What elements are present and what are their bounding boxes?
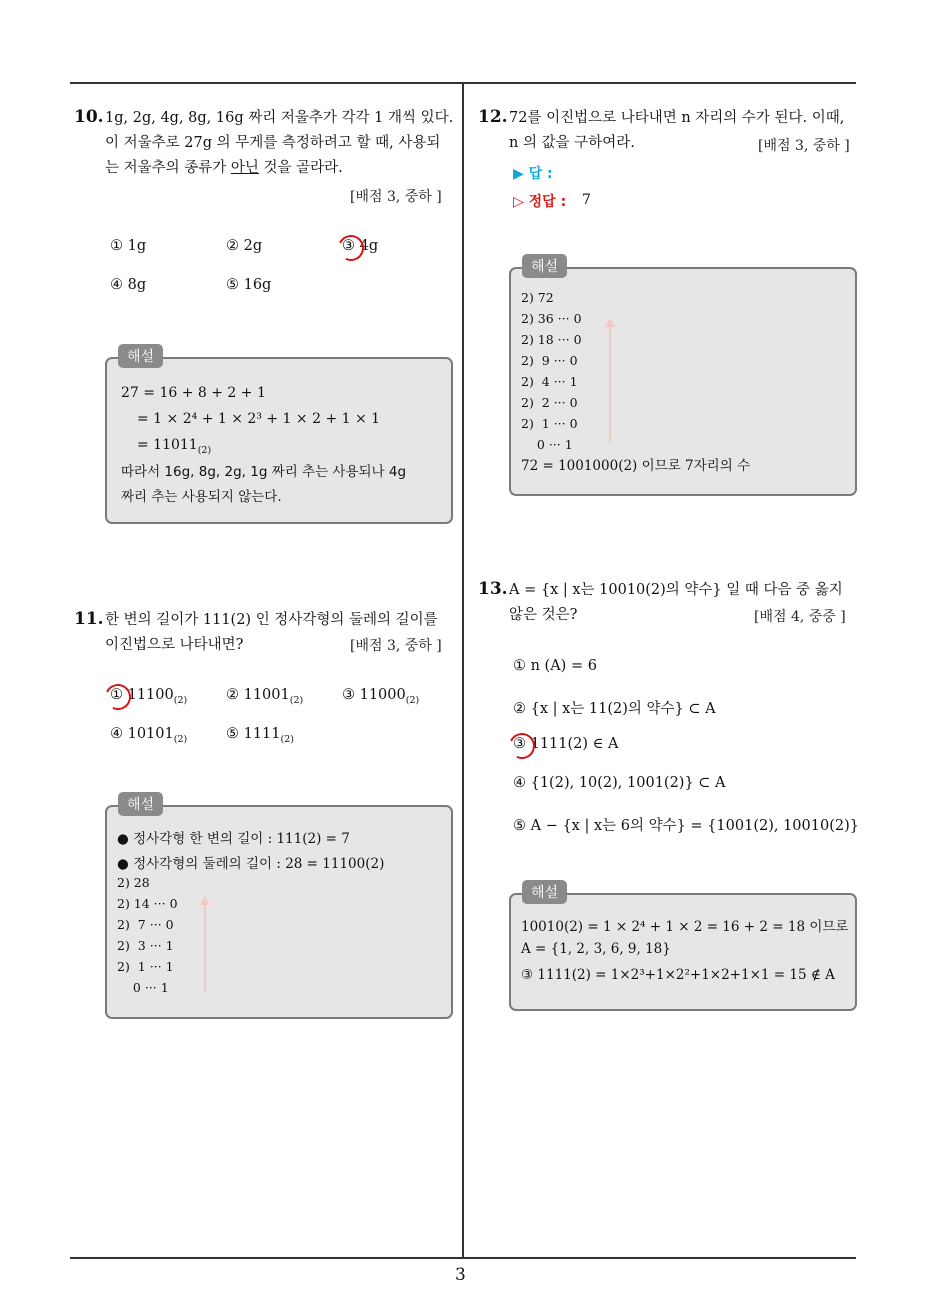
q11-solution-tag: 해설 [118,792,163,816]
q10-line3-post: 것을 골라라. [258,160,343,176]
q11-sol-line1: ● 정사각형 한 변의 길이 : 111(2) = 7 [117,831,350,847]
q13-number: 13. [478,579,508,599]
q11-line1: 한 변의 길이가 111(2) 인 정사각형의 둘레의 길이를 [105,612,438,628]
q13-score: [배점 4, 중중 ] [754,609,846,625]
q11-division: 2) 28 2) 14 ··· 0 2) 7 ··· 0 2) 3 ··· 1 2) 1 ··· 1 0 ··· 1 [117,875,178,995]
q13-option-3[interactable]: ③ 1111(2) ∈ A [513,736,619,752]
q11-sol-line2: ● 정사각형의 둘레의 길이 : 28 = 11100(2) [117,856,385,872]
q10-line2: 이 저울추로 27g 의 무게를 측정하려고 할 때, 사용되 [105,135,441,151]
q12-correct-value: 7 [582,192,591,208]
q12-arrowhead [605,318,615,327]
q10-answer-mark [334,231,367,264]
q10-option-3[interactable]: ③ 4g [342,238,379,254]
q10-option-1[interactable]: ① 1g [110,238,147,254]
q10-sol-line3: = $11011_{(2)}$ [137,437,212,456]
q12-solution-tag: 해설 [522,254,567,278]
q10-text [105,106,457,181]
q13-line2: 않은 것은? [509,607,578,623]
q10-number: 10. [74,107,104,127]
q13-option-2[interactable]: ② {x | x는 11(2)의 약수} ⊂ A [513,701,716,717]
q12-score: [배점 3, 중하 ] [758,138,850,154]
q11-option-3[interactable]: ③ $11000_{(2)}$ [342,687,420,706]
q13-option-5[interactable]: ⑤ A − {x | x는 6의 약수} = {1001(2), 10010(2)} [513,818,859,834]
q11-option-1[interactable]: ① $11100_{(2)}$ [110,687,188,706]
q11-option-2-label: ② 11001 [226,687,290,703]
q13-sol-line1: 10010(2) = 1 × 2⁴ + 1 × 2 = 16 + 2 = 18 이므로 [521,919,849,935]
q10-solution-tag: 해설 [118,344,163,368]
q10-option-4[interactable]: ④ 8g [110,277,147,293]
bottom-rule [70,1257,856,1259]
q11-option-5-label: ⑤ 1111 [226,726,281,742]
q12-number: 12. [478,107,508,127]
q11-option-5[interactable]: ⑤ $1111_{(2)}$ [226,726,294,745]
q10-sol-line2: = 1 × 2⁴ + 1 × 2³ + 1 × 2 + 1 × 1 [137,411,381,427]
q10-option-2[interactable]: ② 2g [226,238,263,254]
q11-option-1-label: ① 11100 [110,687,174,703]
q10-sol-line5: 짜리 추는 사용되지 않는다. [121,489,282,505]
q10-underlined-word: 아닌 [230,160,259,176]
q13-line1: A = {x | x는 10010(2)의 약수} 일 때 다음 중 옳지 [509,582,843,598]
q10-line3-pre: 는 저울추의 종류가 [105,160,231,176]
q13-option-1[interactable]: ① n (A) = 6 [513,658,597,674]
q10-sol-line1: 27 = 16 + 8 + 2 + 1 [121,385,266,401]
q10-sol-line3-value: = 11011 [137,437,198,453]
q13-sol-line3: ③ 1111(2) = 1×2³+1×2²+1×2+1×1 = 15 ∉ A [521,967,835,983]
q11-number: 11. [74,609,104,629]
q11-answer-mark [101,680,134,713]
q13-answer-mark [505,729,538,762]
q11-option-4[interactable]: ④ $10101_{(2)}$ [110,726,188,745]
q11-line2: 이진법으로 나타내면? [105,637,244,653]
q11-arrow [204,905,206,992]
q10-sol-line4: 따라서 16g, 8g, 2g, 1g 짜리 추는 사용되나 4g [121,464,407,480]
q12-answer-label: ▶ 답 : [513,166,553,182]
q12-division: 2) 72 2) 36 ··· 0 2) 18 ··· 0 2) 9 ··· 0 2) 4 ··· 1 2) 2 ··· 0 2) 1 ··· 0 0 ··· 1 [521,290,582,452]
q12-line2: n 의 값을 구하여라. [509,135,635,151]
q11-option-3-label: ③ 11000 [342,687,406,703]
q10-option-5[interactable]: ⑤ 16g [226,277,272,293]
page-number: 3 [455,1265,466,1285]
q11-option-2[interactable]: ② $11001_{(2)}$ [226,687,304,706]
q11-score: [배점 3, 중하 ] [350,638,442,654]
column-divider [462,82,464,1258]
q11-option-4-label: ④ 10101 [110,726,174,742]
q13-sol-line2: A = {1, 2, 3, 6, 9, 18} [521,941,671,957]
q11-arrowhead [200,896,210,905]
q10-line1: 1g, 2g, 4g, 8g, 16g 짜리 저울추가 각각 1 개씩 있다. [105,110,454,126]
q13-option-4[interactable]: ④ {1(2), 10(2), 1001(2)} ⊂ A [513,775,726,791]
q12-sol-last: 72 = 1001000(2) 이므로 7자리의 수 [521,458,751,474]
q10-line3 [105,156,457,181]
q12-arrow [609,327,611,442]
q12-line1: 72를 이진법으로 나타내면 n 자리의 수가 된다. 이때, [509,110,845,126]
q12-correct-label: ▷ 정답 : [513,194,567,210]
q13-solution-tag: 해설 [522,880,567,904]
q10-score: [배점 3, 중하 ] [350,189,442,205]
